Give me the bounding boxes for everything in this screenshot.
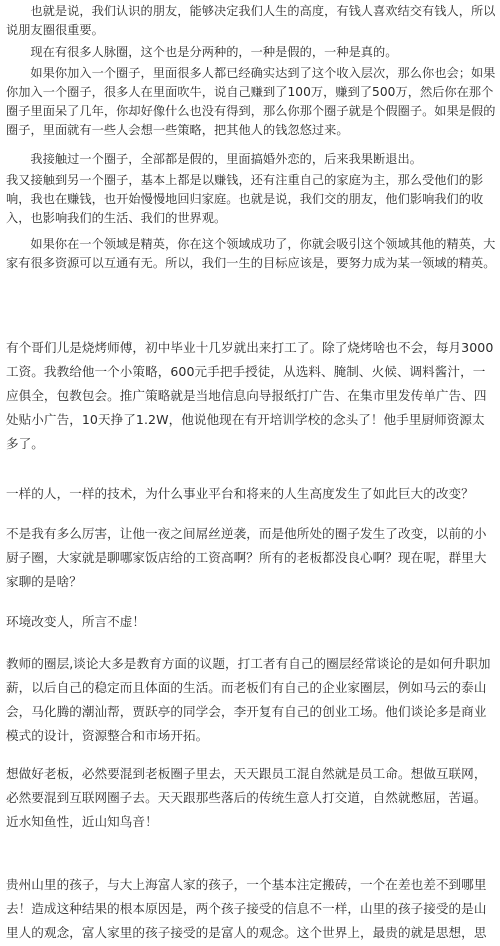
paragraph-10: 环境改变人，所言不虚！ (6, 614, 146, 629)
paragraph-4: 我接触过一个圈子，全部都是假的，里面搞婚外恋的，后来我果断退出。 (30, 152, 422, 166)
paragraph-12: 想做好老板，必然要混到老板圈子里去，天天跟员工混自然就是员工命。想做互联网，必然要混到互联网圈子去。天天跟那些落后的传统生意人打交道，自然就憋屈，苦逼。近水知鱼性，近山知鸟音！ (6, 766, 487, 829)
paragraph-11: 教师的圈层,谈论大多是教育方面的议题，打工者有自己的圈层经常谈论的是如何升职加薪，以后自己的稳定而且体面的生活。而老板们有自己的企业家圈层，例如马云的泰山会，马化腾的潮汕帮，贾跃亭的同学会，李开复有自己的创业工场。他们谈论多是商业模式的设计，资源整合和市场开拓。 (6, 656, 491, 743)
paragraph-8: 一样的人，一样的技术，为什么事业平台和将来的人生高度发生了如此巨大的改变？ (6, 486, 474, 501)
paragraph-1: 也就是说，我们认识的朋友，能够决定我们人生的高度，有钱人喜欢结交有钱人，所以说朋友圈很重要。 (6, 4, 496, 37)
paragraph-5: 我又接触到另一个圈子，基本上都是以赚钱，还有注重自己的家庭为主，那么受他们的影响，我也在赚钱，也开始慢慢地回归家庭。也就是说，我们交的朋友，他们影响我们的收入，也影响我们的生活、我们的世界观。 (6, 173, 484, 225)
paragraph-2: 现在有很多人脉圈，这个也是分两种的，一种是假的，一种是真的。 (30, 45, 398, 59)
paragraph-13: 贵州山里的孩子，与大上海富人家的孩子，一个基本注定搬砖，一个在差也差不到哪里去！造成这种结果的根本原因是，两个孩子接受的信息不一样，山里的孩子接受的是山里人的观念，富人家里的孩子接受的是富人的观念。这个世界上，最贵的就是思想，思 (6, 877, 487, 940)
paragraph-3: 如果你加入一个圈子，里面很多人都已经确实达到了这个收入层次，那么你也会；如果你加入一个圈子，很多人在里面吹牛，说自己赚到了100万，赚到了500万，然后你在那个圈子里面呆了几年，你却好像什么也没有得到，那么你那个圈子就是个假圈子。如果是假的圈子，里面就有一些人会想一些策略，把其他人的钱忽悠过来。 (6, 66, 496, 137)
paragraph-9: 不是我有多么厉害，让他一夜之间屌丝逆袭，而是他所处的圈子发生了改变，以前的小厨子圈，大家就是聊哪家饭店给的工资高啊？所有的老板都没良心啊？现在呢，群里大家聊的是啥？ (6, 526, 487, 589)
paragraph-7: 有个哥们儿是烧烤师傅，初中毕业十几岁就出来打工了。除了烧烤啥也不会，每月3000工资。我教给他一个小策略，600元手把手授徒，从选料、腌制、火候、调料酱汁，一应俱全，包教包会。推广策略就是当地信息向导报纸打广告、在集市里发传单广告、四处贴小广告，10天挣了1.2W，他说他现在有开培训学校的念头了！他手里厨师资源太多了。 (6, 340, 494, 451)
paragraph-6: 如果你在一个领域是精英，你在这个领域成功了，你就会吸引这个领域其他的精英，大家有很多资源可以互通有无。所以，我们一生的目标应该是，要努力成为某一领域的精英。 (6, 237, 496, 270)
